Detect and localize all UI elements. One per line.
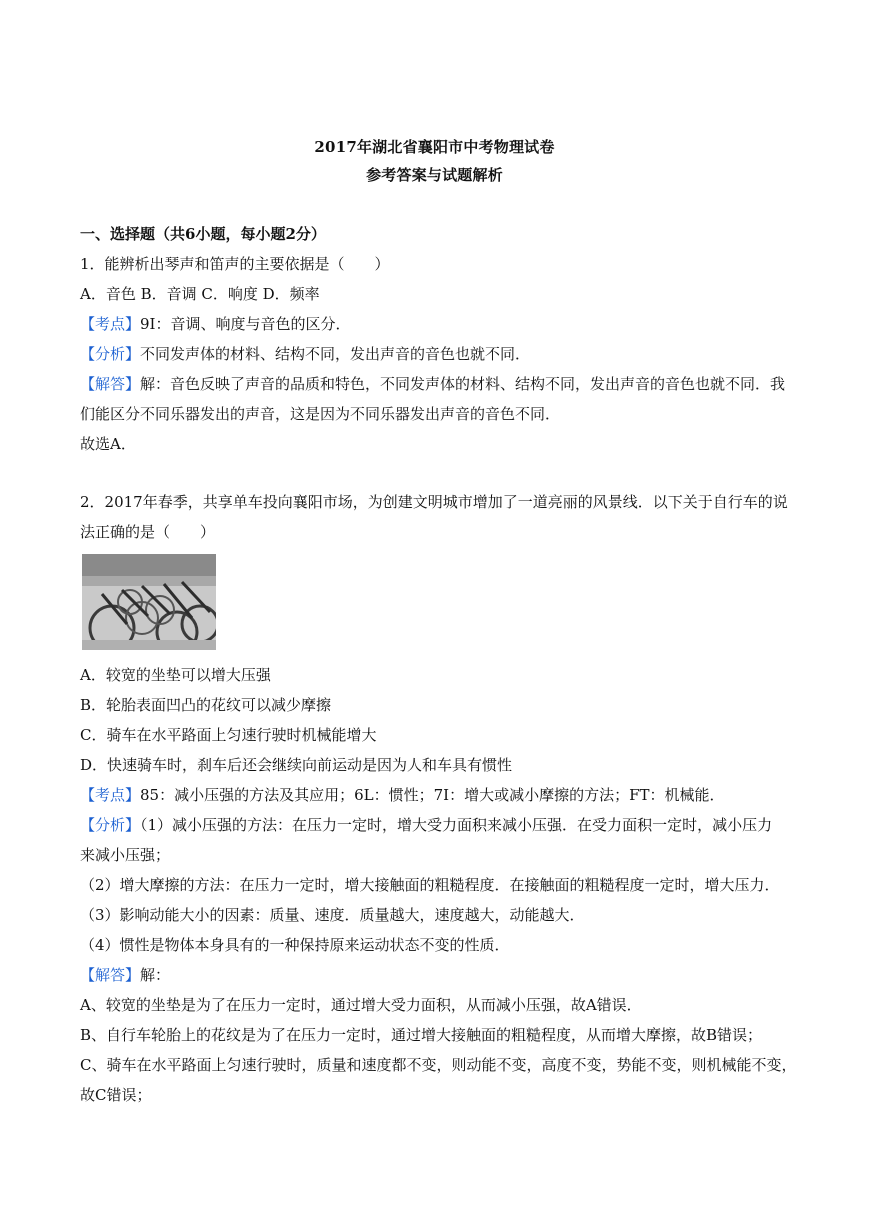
q2-fenxi-line3: （2）增大摩擦的方法：在压力一定时，增大接触面的粗糙程度．在接触面的粗糙程度一定时，增大压力．: [80, 876, 780, 894]
q1-jieda-cont: 们能区分不同乐器发出的声音，这是因为不同乐器发出声音的音色不同．: [80, 405, 561, 423]
kaodian-tag: 【考点】: [80, 786, 141, 804]
q2-kaodian: [80, 785, 795, 805]
q1-fenxi-text: 不同发声体的材料、结构不同，发出声音的音色也就不同．: [140, 345, 531, 363]
q1-jieda: [80, 374, 795, 394]
q2-jieda-text: 解：: [140, 966, 171, 984]
fenxi-tag: 【分析】: [80, 816, 141, 834]
page-title: 2017年湖北省襄阳市中考物理试卷: [314, 138, 555, 156]
q2-fenxi-line1: （1）减小压强的方法：在压力一定时，增大受力面积来减小压强．在受力面积一定时，减小压力: [140, 816, 773, 834]
q2-answer-a: A、较宽的坐垫是为了在压力一定时，通过增大受力面积，从而减小压强，故A错误．: [80, 996, 642, 1014]
q2-option-a: A．较宽的坐垫可以增大压强: [80, 666, 271, 684]
section-heading: 一、选择题（共6小题，每小题2分）: [80, 225, 326, 243]
q2-fenxi-line5: （4）惯性是物体本身具有的一种保持原来运动状态不变的性质．: [80, 936, 510, 954]
q1-jieda-text: 解：音色反映了声音的品质和特色，不同发声体的材料、结构不同，发出声音的音色也就不同．我: [140, 375, 786, 393]
q1-stem: 1．能辨析出琴声和笛声的主要依据是（ ）: [80, 255, 390, 273]
q2-answer-c-line1: C、骑车在水平路面上匀速行驶时，质量和速度都不变，则动能不变，高度不变，势能不变，则机械能不变，: [80, 1056, 797, 1074]
q2-stem-line1: 2．2017年春季，共享单车投向襄阳市场，为创建文明城市增加了一道亮丽的风景线．以下关于自行车的说: [80, 493, 788, 511]
q1-kaodian-text: 9I：音调、响度与音色的区分．: [140, 315, 351, 333]
bicycles-photo-drawing: [82, 554, 216, 650]
jieda-tag: 【解答】: [80, 375, 141, 393]
bicycles-photo: [82, 554, 216, 650]
q2-stem-line2: 法正确的是（ ）: [80, 523, 216, 541]
q2-answer-c-line2: 故C错误；: [80, 1086, 152, 1104]
q2-option-d: D．快速骑车时，刹车后还会继续向前运动是因为人和车具有惯性: [80, 756, 513, 774]
q1-fenxi: [80, 344, 795, 364]
q1-answer: 故选A．: [80, 435, 136, 453]
kaodian-tag: 【考点】: [80, 315, 141, 333]
page-subtitle: 参考答案与试题解析: [366, 166, 503, 184]
q2-kaodian-text: 85：减小压强的方法及其应用；6L：惯性；7I：增大或减小摩擦的方法；FT：机械能．: [140, 786, 725, 804]
q2-option-c: C．骑车在水平路面上匀速行驶时机械能增大: [80, 726, 377, 744]
q2-fenxi-line4: （3）影响动能大小的因素：质量、速度．质量越大，速度越大，动能越大．: [80, 906, 585, 924]
jieda-tag: 【解答】: [80, 966, 141, 984]
fenxi-tag: 【分析】: [80, 345, 141, 363]
q1-kaodian: [80, 314, 795, 334]
q2-fenxi-line2: 来减小压强；: [80, 846, 171, 864]
q2-fenxi: [80, 815, 795, 835]
q2-answer-b: B、自行车轮胎上的花纹是为了在压力一定时，通过增大接触面的粗糙程度，从而增大摩擦，故B错误；: [80, 1026, 763, 1044]
q2-jieda: [80, 965, 795, 985]
q1-options: A．音色 B．音调 C．响度 D．频率: [80, 285, 320, 303]
q2-option-b: B．轮胎表面凹凸的花纹可以减少摩擦: [80, 696, 332, 714]
